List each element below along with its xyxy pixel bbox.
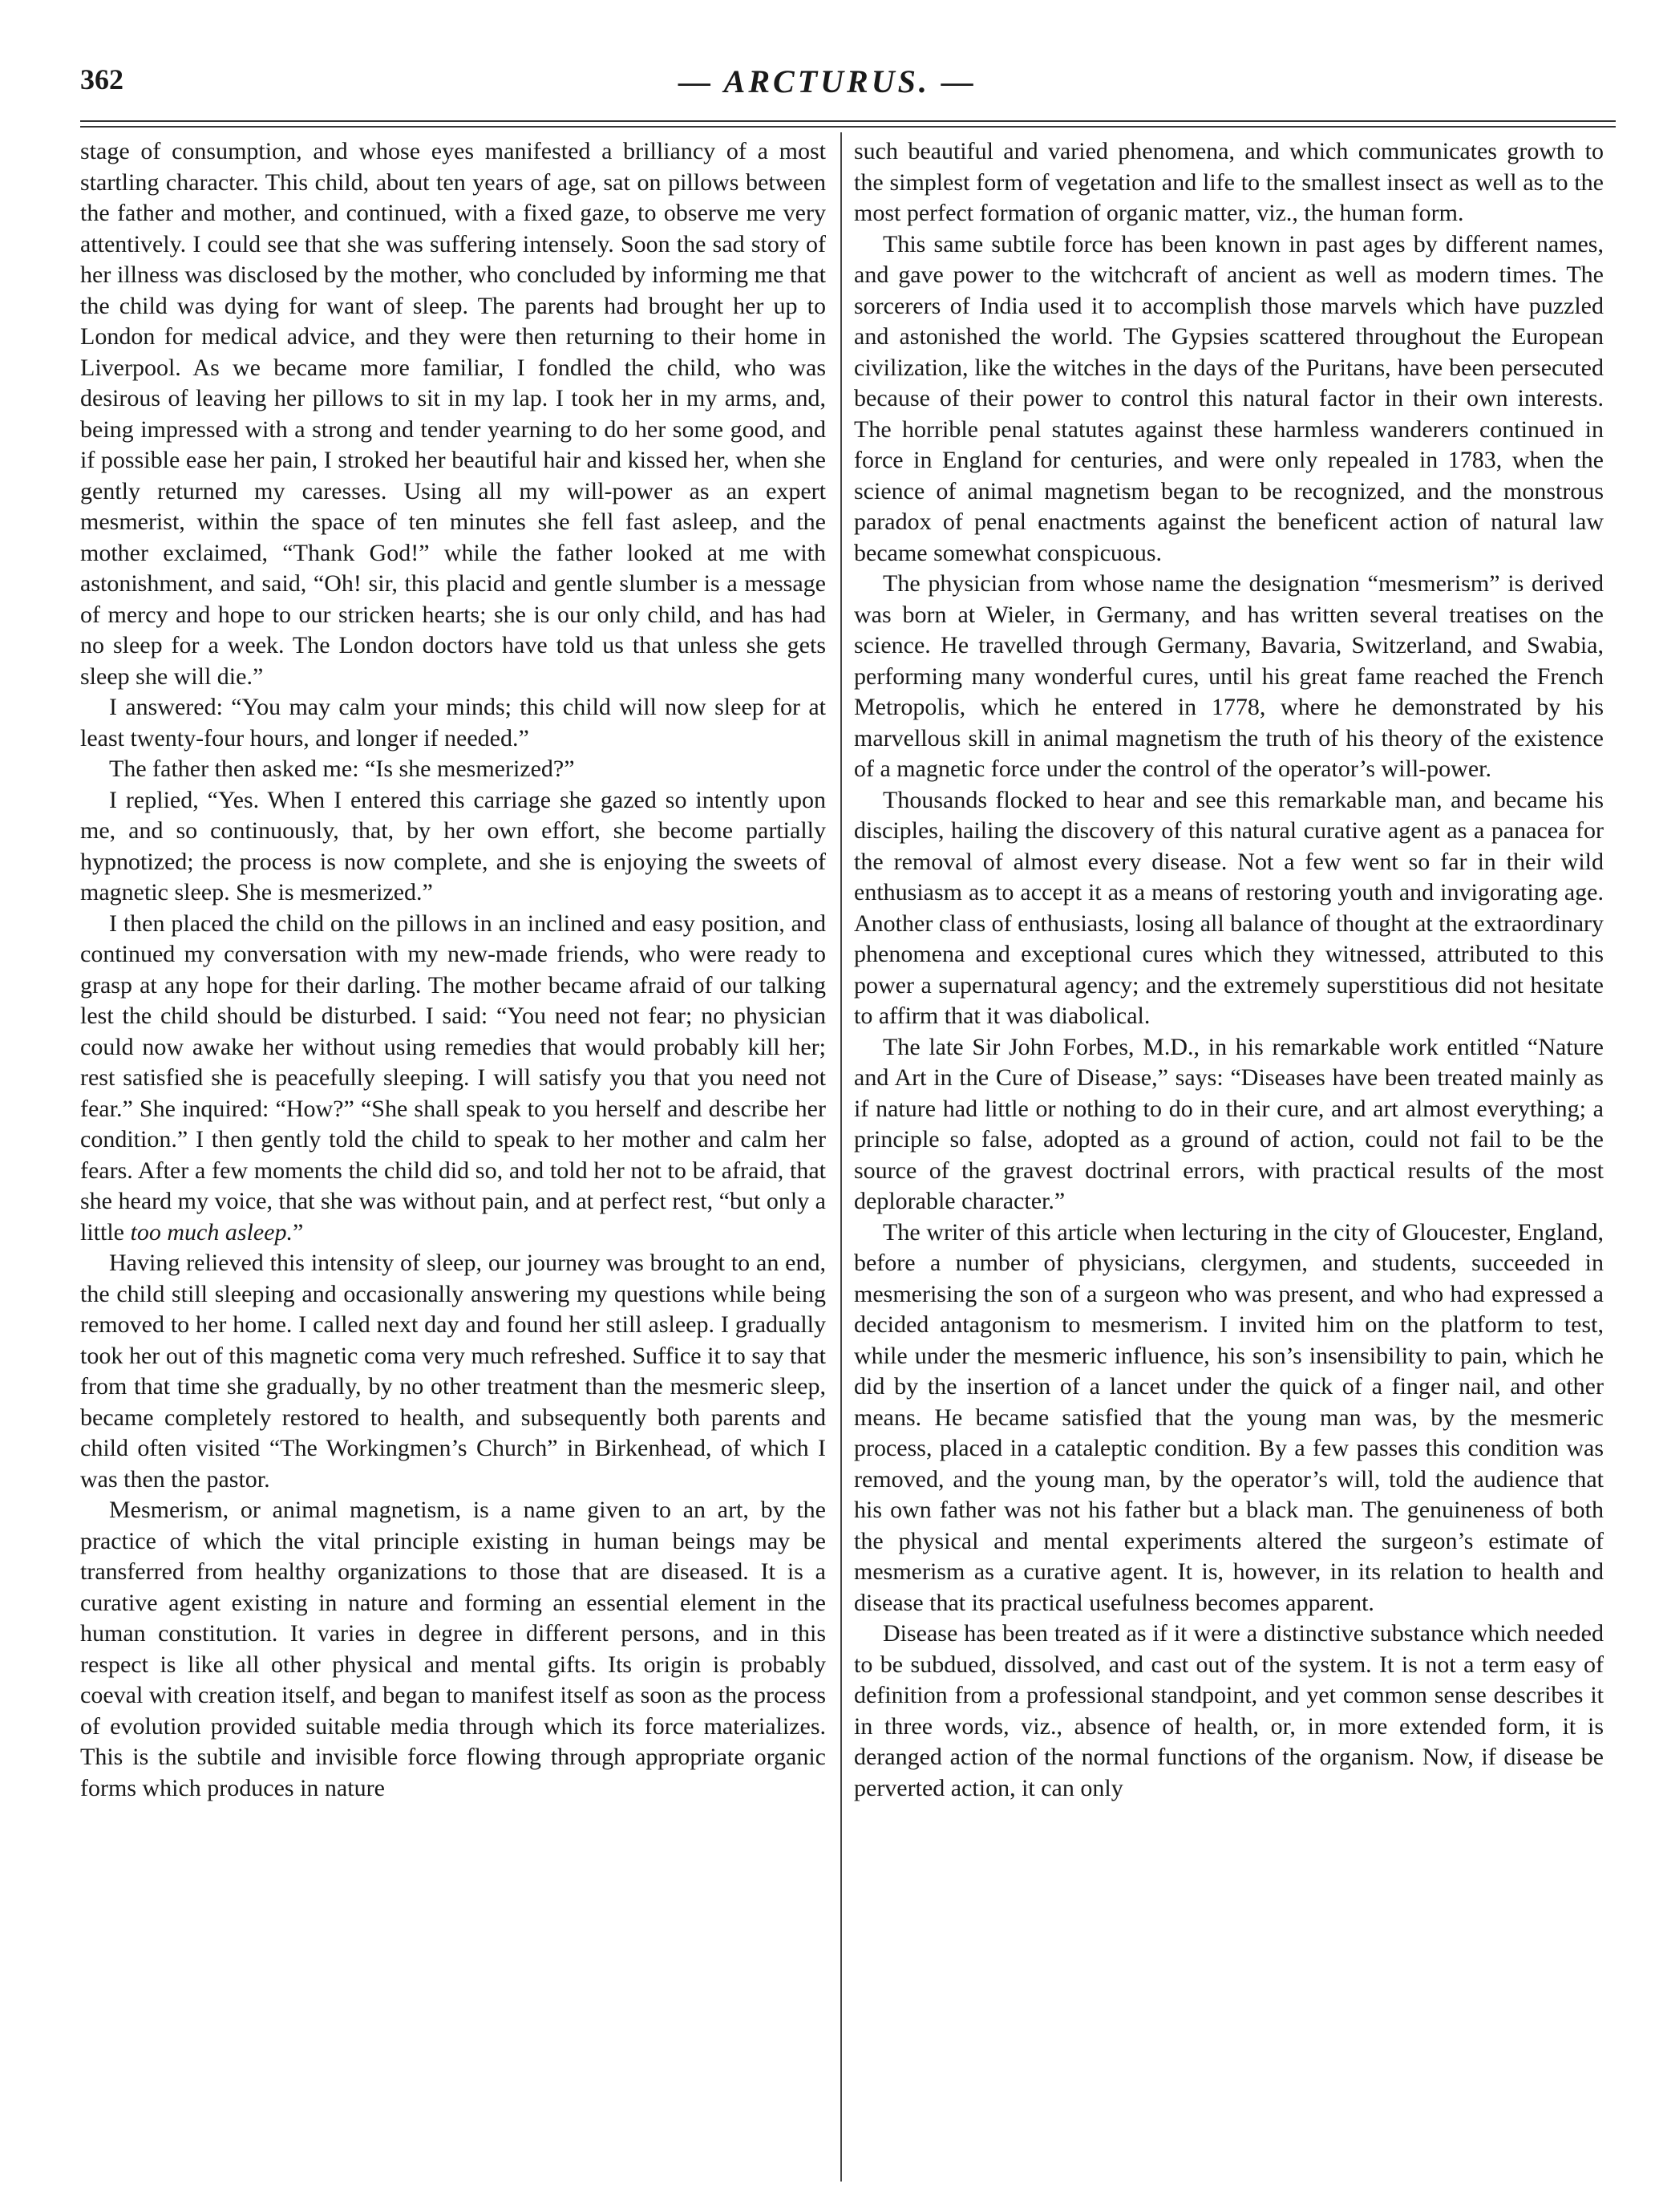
paragraph: The physician from whose name the designation “mesmerism” is derived was born at Wieler, in Germany, and has written several treatises on the science. He travelled through Germany, Bavaria, Switzerland, and Swabia, performing many wonderful cures, until his great fame reached the French Metropolis, which he entered in 1778, where he demonstrated by his marvellous skill in animal magnetism the truth of his theory of the existence of a magnetic force under the control of the operator’s will-power. [854, 570, 1604, 782]
paragraph-text: I then placed the child on the pillows in an inclined and easy position, and continued my conversation with my new-made friends, who were ready to grasp at any hope for their darling. The mother became afraid of our talking lest the child should be disturbed. I said: “You need not fear; no physician could now awake her without using remedies that would probably kill her; rest satisfied she is peacefully sleeping. I will satisfy you that you need not fear.” She inquired: “How?” “She shall speak to you herself and describe her condition.” I then gently told the child to speak to her mother and calm her fears. After a few moments the child did so, and told her not to be afraid, that she heard my voice, that she was without pain, and at perfect rest, “but only a little [80, 910, 826, 1246]
paragraph: Mesmerism, or animal magnetism, is a name given to an art, by the practice of which the vital principle existing in human beings may be transferred from healthy organizations to those that are diseased. It is a curative agent existing in nature and forming an essential element in the human constitution. It varies in degree in different persons, and in this respect is like all other physical and mental gifts. Its origin is probably coeval with creation itself, and began to manifest itself as soon as the process of evolution provided suitable media through which its force materializes. This is the subtile and invisible force flowing through appropriate organic forms which produces in nature [80, 1497, 826, 1801]
right-column [854, 136, 1604, 2182]
paragraph [80, 909, 826, 1249]
emphasis-text: too much asleep. [130, 1218, 293, 1246]
paragraph: This same subtile force has been known in past ages by different names, and gave power to the witchcraft of ancient as well as modern times. The sorcerers of India used it to accomplish those marvels which have puzzled and astonished the world. The Gypsies scattered throughout the European civilization, like the witches in the days of the Puritans, have been persecuted because of their power to control this natural factor in their own interests. The horrible penal statutes against these harmless wanderers continued in force in England for centuries, and were only repealed in 1783, when the science of animal magnetism began to be recognized, and the monstrous paradox of penal enactments against the beneficent action of natural law became somewhat conspicuous. [854, 230, 1604, 566]
paragraph: I replied, “Yes. When I entered this carriage she gazed so intently upon me, and so continuously, that, by her own effort, she become partially hypnotized; the process is now complete, and she is enjoying the sweets of magnetic sleep. She is mesmerized.” [80, 786, 826, 905]
paragraph: such beautiful and varied phenomena, and which communicates growth to the simplest form of vegetation and life to the smallest insect as well as to the most perfect formation of organic matter, viz., the human form. [854, 138, 1604, 226]
header-rule-secondary [80, 126, 1616, 128]
paragraph: Thousands flocked to hear and see this remarkable man, and became his disciples, hailing the discovery of this natural curative agent as a panacea for the removal of almost every disease. Not a few went so far in their wild enthusiasm as to accept it as a means of restoring youth and invigorating age. Another class of enthusiasts, losing all balance of thought at the extraordinary phenomena and exceptional cures which they witnessed, attributed to this power a supernatural agency; and the extremely superstitious did not hesitate to affirm that it was diabolical. [854, 786, 1604, 1029]
closing-quote: ” [292, 1218, 304, 1246]
paragraph: stage of consumption, and whose eyes manifested a brilliancy of a most startling character. This child, about ten years of age, sat on pillows between the father and mother, and continued, with a fixed gaze, to observe me very attentively. I could see that she was suffering intensely. Soon the sad story of her illness was disclosed by the mother, who concluded by informing me that the child was dying for want of sleep. The parents had brought her up to London for medical advice, and they were then returning to their home in Liverpool. As we became more familiar, I fondled the child, who was desirous of leaving her pillows to sit in my lap. I took her in my arms, and, being impressed with a strong and tender yearning to do her some good, and if possible ease her pain, I stroked her beautiful hair and kissed her, when she gently returned my caresses. Using all my will-power as an expert mesmerist, within the space of ten minutes she fell fast asleep, and the mother exclaimed, “Thank God!” while the father looked at me with astonishment, and said, “Oh! sir, this placid and gentle slumber is a message of mercy and hope to our stricken hearts; she is our only child, and has had no sleep for a week. The London doctors have told us that unless she gets sleep she will die.” [80, 138, 826, 690]
paragraph: Disease has been treated as if it were a distinctive substance which needed to be subdued, dissolved, and cast out of the system. It is not a term easy of definition from a professional standpoint, and yet common sense describes it in three words, viz., absence of health, or, in more extended form, it is deranged action of the normal functions of the organism. Now, if disease be perverted action, it can only [854, 1620, 1604, 1801]
page-number: 362 [80, 63, 123, 95]
paragraph: I answered: “You may calm your minds; this child will now sleep for at least twenty-four hours, and longer if needed.” [80, 694, 826, 752]
paragraph: The late Sir John Forbes, M.D., in his remarkable work entitled “Nature and Art in the Cure of Disease,” says: “Diseases have been treated mainly as if nature had little or nothing to do in their cure, and art almost everything; a principle so false, adopted as a ground of action, could not fail to be the source of the gravest doctrinal errors, with practical results of the most deplorable character.” [854, 1033, 1604, 1214]
paragraph: The father then asked me: “Is she mesmerized?” [109, 756, 575, 782]
paragraph: The writer of this article when lecturing in the city of Gloucester, England, before a number of physicians, clergymen, and students, succeeded in mesmerising the son of a surgeon who was present, and who had expressed a decided antagonism to mesmerism. I invited him on the platform to test, while under the mesmeric influence, his son’s insensibility to pain, which he did by the insertion of a lancet under the quick of a finger nail, and other means. He became satisfied that the young man was, by the mesmeric process, placed in a cataleptic condition. By a few passes this condition was removed, and the young man, by the operator’s will, told the audience that his own father was not his father but a black man. The genuineness of both the physical and mental experiments altered the surgeon’s estimate of mesmerism as a curative agent. It is, however, in its relation to health and disease that its practical usefulness becomes apparent. [854, 1218, 1604, 1616]
left-column [80, 136, 826, 2182]
running-title: — ARCTURUS. — [678, 63, 977, 99]
column-divider [840, 132, 842, 2182]
paragraph: Having relieved this intensity of sleep, our journey was brought to an end, the child still sleeping and occasionally answering my questions while being removed to her home. I called next day and found her still asleep. I gradually took her out of this magnetic coma very much refreshed. Suffice it to say that from that time she gradually, by no other treatment than the mesmeric sleep, became completely restored to health, and subsequently both parents and child often visited “The Workingmen’s Church” in Birkenhead, of which I was then the pastor. [80, 1250, 826, 1493]
header-rule [80, 120, 1616, 122]
